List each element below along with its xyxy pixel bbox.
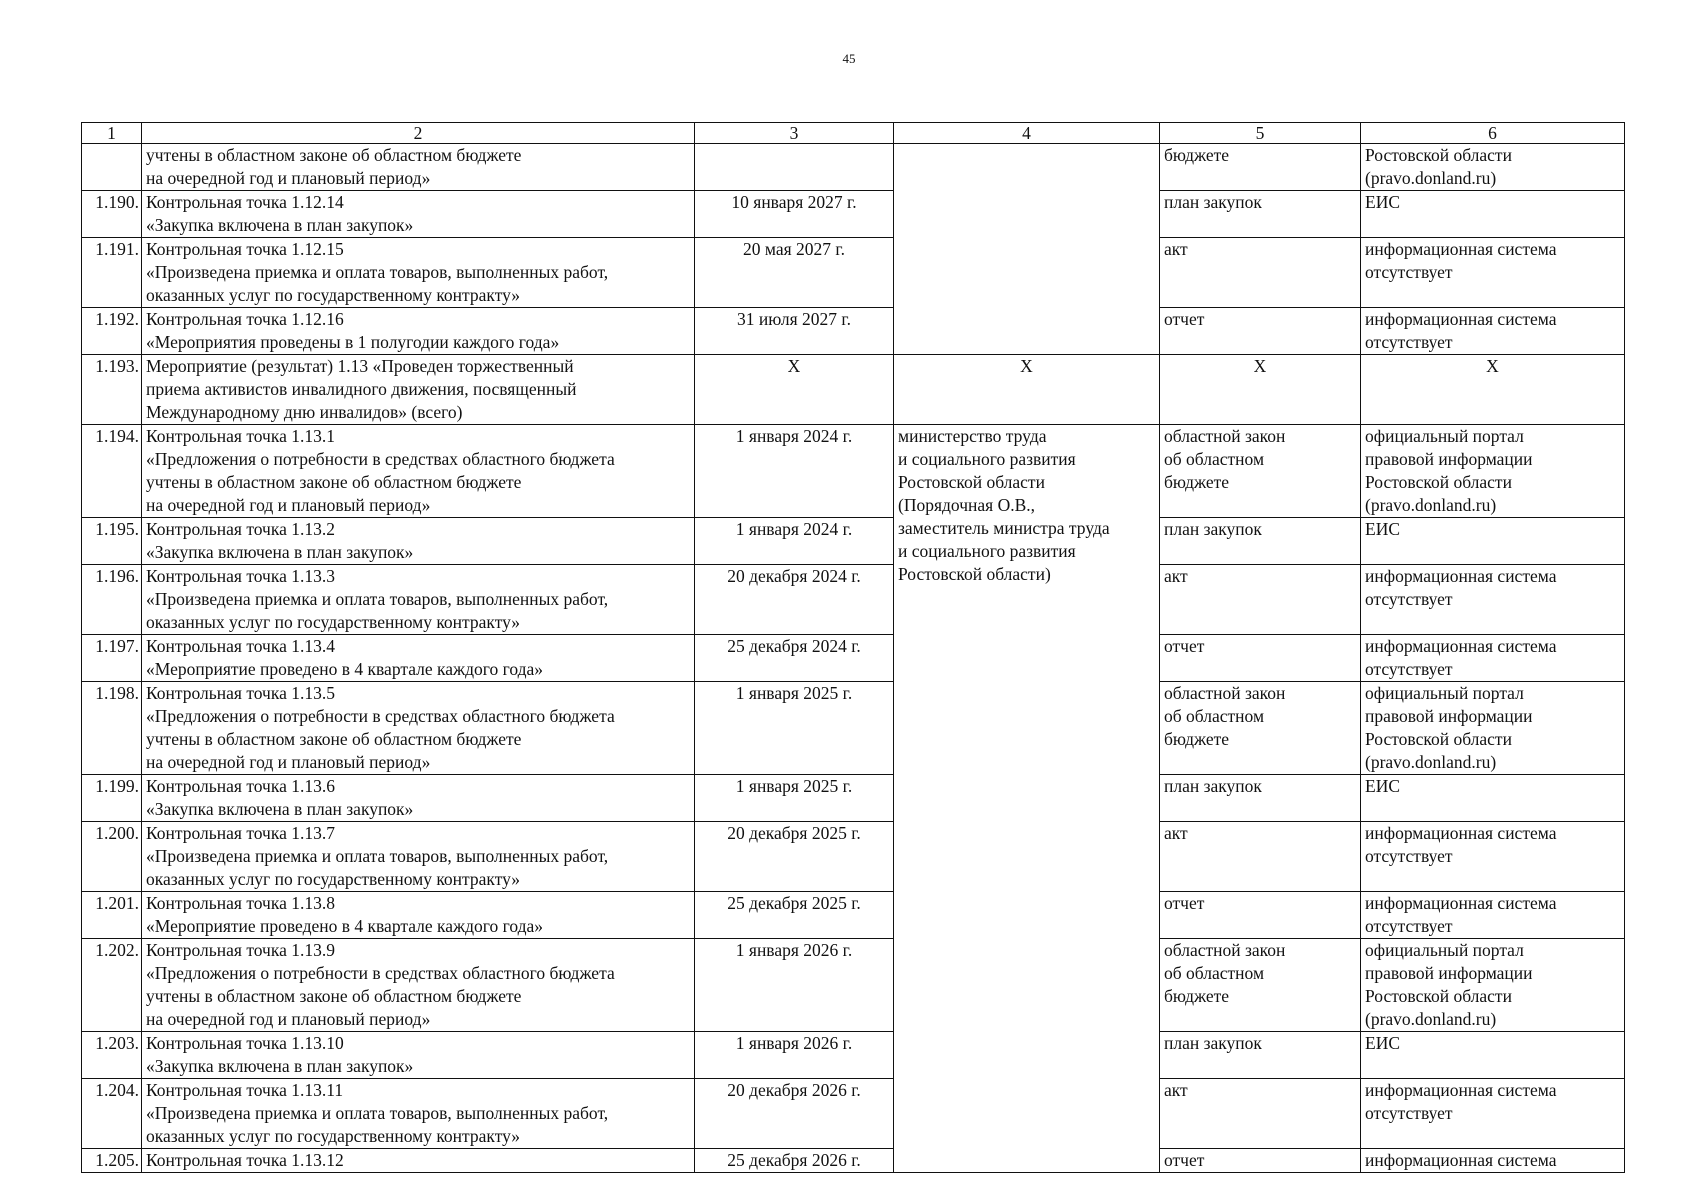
row-date: 20 декабря 2025 г. [695, 822, 894, 892]
row-system: ЕИС [1361, 518, 1625, 565]
row-document: акт [1160, 565, 1361, 635]
header-cell: 1 [82, 123, 142, 144]
table-row [82, 1032, 1625, 1079]
row-system: информационная система [1361, 1149, 1625, 1173]
row-system: информационная система отсутствует [1361, 565, 1625, 635]
row-name: Контрольная точка 1.13.5 «Предложения о потребности в средствах областного бюджета учтены в областном законе об областном бюджете на очередной год и плановый период» [142, 682, 695, 775]
row-date: 25 декабря 2025 г. [695, 892, 894, 939]
row-name: Контрольная точка 1.13.9 «Предложения о потребности в средствах областного бюджета учтены в областном законе об областном бюджете на очередной год и плановый период» [142, 939, 695, 1032]
row-system: ЕИС [1361, 191, 1625, 238]
row-date: Х [695, 355, 894, 425]
row-document: отчет [1160, 308, 1361, 355]
table-row [82, 1079, 1625, 1149]
row-system: Х [1361, 355, 1625, 425]
table-row [82, 191, 1625, 238]
row-document: план закупок [1160, 775, 1361, 822]
row-number: 1.199. [82, 775, 142, 822]
header-cell: 2 [142, 123, 695, 144]
row-document: план закупок [1160, 518, 1361, 565]
table-row [82, 635, 1625, 682]
row-name: Контрольная точка 1.13.2 «Закупка включена в план закупок» [142, 518, 695, 565]
table-row [82, 1149, 1625, 1173]
control-points-table [81, 122, 1625, 1173]
row-name: Контрольная точка 1.12.14 «Закупка включена в план закупок» [142, 191, 695, 238]
row-system: официальный портал правовой информации Ростовской области (pravo.donland.ru) [1361, 425, 1625, 518]
row-document: Х [1160, 355, 1361, 425]
table-row [82, 565, 1625, 635]
row-number: 1.193. [82, 355, 142, 425]
row-name: Контрольная точка 1.13.3 «Произведена приемка и оплата товаров, выполненных работ, оказанных услуг по государственному контракту» [142, 565, 695, 635]
row-number: 1.194. [82, 425, 142, 518]
measure-row [82, 355, 1625, 425]
row-date: 20 декабря 2026 г. [695, 1079, 894, 1149]
row-date: 31 июля 2027 г. [695, 308, 894, 355]
row-system: официальный портал правовой информации Ростовской области (pravo.donland.ru) [1361, 939, 1625, 1032]
row-number: 1.204. [82, 1079, 142, 1149]
row-date: 10 января 2027 г. [695, 191, 894, 238]
row-name: Контрольная точка 1.13.11 «Произведена приемка и оплата товаров, выполненных работ, оказанных услуг по государственному контракту» [142, 1079, 695, 1149]
table-row [82, 518, 1625, 565]
table-row [82, 308, 1625, 355]
row-name: Контрольная точка 1.13.1 «Предложения о потребности в средствах областного бюджета учтены в областном законе об областном бюджете на очередной год и плановый период» [142, 425, 695, 518]
continuation-row [82, 144, 1625, 191]
table-row [82, 775, 1625, 822]
row-name: Контрольная точка 1.13.12 [142, 1149, 695, 1173]
header-row [82, 123, 1625, 144]
row-system: официальный портал правовой информации Ростовской области (pravo.donland.ru) [1361, 682, 1625, 775]
row-date: 1 января 2026 г. [695, 1032, 894, 1079]
row-date [695, 144, 894, 191]
table-row [82, 892, 1625, 939]
header-cell: 5 [1160, 123, 1361, 144]
row-document: отчет [1160, 635, 1361, 682]
row-document: план закупок [1160, 191, 1361, 238]
row-date: 25 декабря 2024 г. [695, 635, 894, 682]
row-number: 1.191. [82, 238, 142, 308]
row-document: областной закон об областном бюджете [1160, 425, 1361, 518]
table-row [82, 425, 1625, 518]
row-date: 1 января 2024 г. [695, 518, 894, 565]
row-name: Контрольная точка 1.13.4 «Мероприятие проведено в 4 квартале каждого года» [142, 635, 695, 682]
row-name: Контрольная точка 1.13.10 «Закупка включена в план закупок» [142, 1032, 695, 1079]
row-number: 1.192. [82, 308, 142, 355]
row-date: 20 мая 2027 г. [695, 238, 894, 308]
row-date: 20 декабря 2024 г. [695, 565, 894, 635]
row-number: 1.196. [82, 565, 142, 635]
table-row [82, 682, 1625, 775]
row-number: 1.200. [82, 822, 142, 892]
row-system: ЕИС [1361, 1032, 1625, 1079]
row-number: 1.202. [82, 939, 142, 1032]
row-name: Контрольная точка 1.13.6 «Закупка включена в план закупок» [142, 775, 695, 822]
header-cell: 3 [695, 123, 894, 144]
row-document: отчет [1160, 892, 1361, 939]
header-cell: 6 [1361, 123, 1625, 144]
row-system: информационная система отсутствует [1361, 308, 1625, 355]
responsible-cell: министерство труда и социального развития Ростовской области (Порядочная О.В., заместитель министра труда и социального развития Ростовской области) [894, 425, 1160, 1173]
header-cell: 4 [894, 123, 1160, 144]
row-number: 1.205. [82, 1149, 142, 1173]
row-date: 1 января 2025 г. [695, 682, 894, 775]
row-document: отчет [1160, 1149, 1361, 1173]
row-system: информационная система отсутствует [1361, 635, 1625, 682]
row-date: 25 декабря 2026 г. [695, 1149, 894, 1173]
row-number: 1.197. [82, 635, 142, 682]
row-name: Контрольная точка 1.12.16 «Мероприятия проведены в 1 полугодии каждого года» [142, 308, 695, 355]
row-system: информационная система отсутствует [1361, 1079, 1625, 1149]
row-name: Мероприятие (результат) 1.13 «Проведен торжественный приема активистов инвалидного движения, посвященный Международному дню инвалидов» (всего) [142, 355, 695, 425]
row-name: Контрольная точка 1.13.7 «Произведена приемка и оплата товаров, выполненных работ, оказанных услуг по государственному контракту» [142, 822, 695, 892]
row-system: информационная система отсутствует [1361, 238, 1625, 308]
table-row [82, 822, 1625, 892]
row-date: 1 января 2026 г. [695, 939, 894, 1032]
page-number: 45 [842, 51, 856, 66]
row-document: акт [1160, 1079, 1361, 1149]
row-name: Контрольная точка 1.13.8 «Мероприятие проведено в 4 квартале каждого года» [142, 892, 695, 939]
row-number: 1.198. [82, 682, 142, 775]
row-document: план закупок [1160, 1032, 1361, 1079]
row-document: областной закон об областном бюджете [1160, 939, 1361, 1032]
row-system: ЕИС [1361, 775, 1625, 822]
row-document: акт [1160, 822, 1361, 892]
row-system: Ростовской области (pravo.donland.ru) [1361, 144, 1625, 191]
row-number [82, 144, 142, 191]
row-date: 1 января 2025 г. [695, 775, 894, 822]
responsible-cell: Х [894, 355, 1160, 425]
row-number: 1.203. [82, 1032, 142, 1079]
responsible-cell [894, 144, 1160, 355]
row-system: информационная система отсутствует [1361, 892, 1625, 939]
table-row [82, 939, 1625, 1032]
row-name: Контрольная точка 1.12.15 «Произведена приемка и оплата товаров, выполненных работ, оказанных услуг по государственному контракту» [142, 238, 695, 308]
row-document: бюджете [1160, 144, 1361, 191]
row-document: областной закон об областном бюджете [1160, 682, 1361, 775]
table-row [82, 238, 1625, 308]
row-system: информационная система отсутствует [1361, 822, 1625, 892]
row-number: 1.201. [82, 892, 142, 939]
row-date: 1 января 2024 г. [695, 425, 894, 518]
row-number: 1.195. [82, 518, 142, 565]
row-name: учтены в областном законе об областном бюджете на очередной год и плановый период» [142, 144, 695, 191]
row-number: 1.190. [82, 191, 142, 238]
row-document: акт [1160, 238, 1361, 308]
